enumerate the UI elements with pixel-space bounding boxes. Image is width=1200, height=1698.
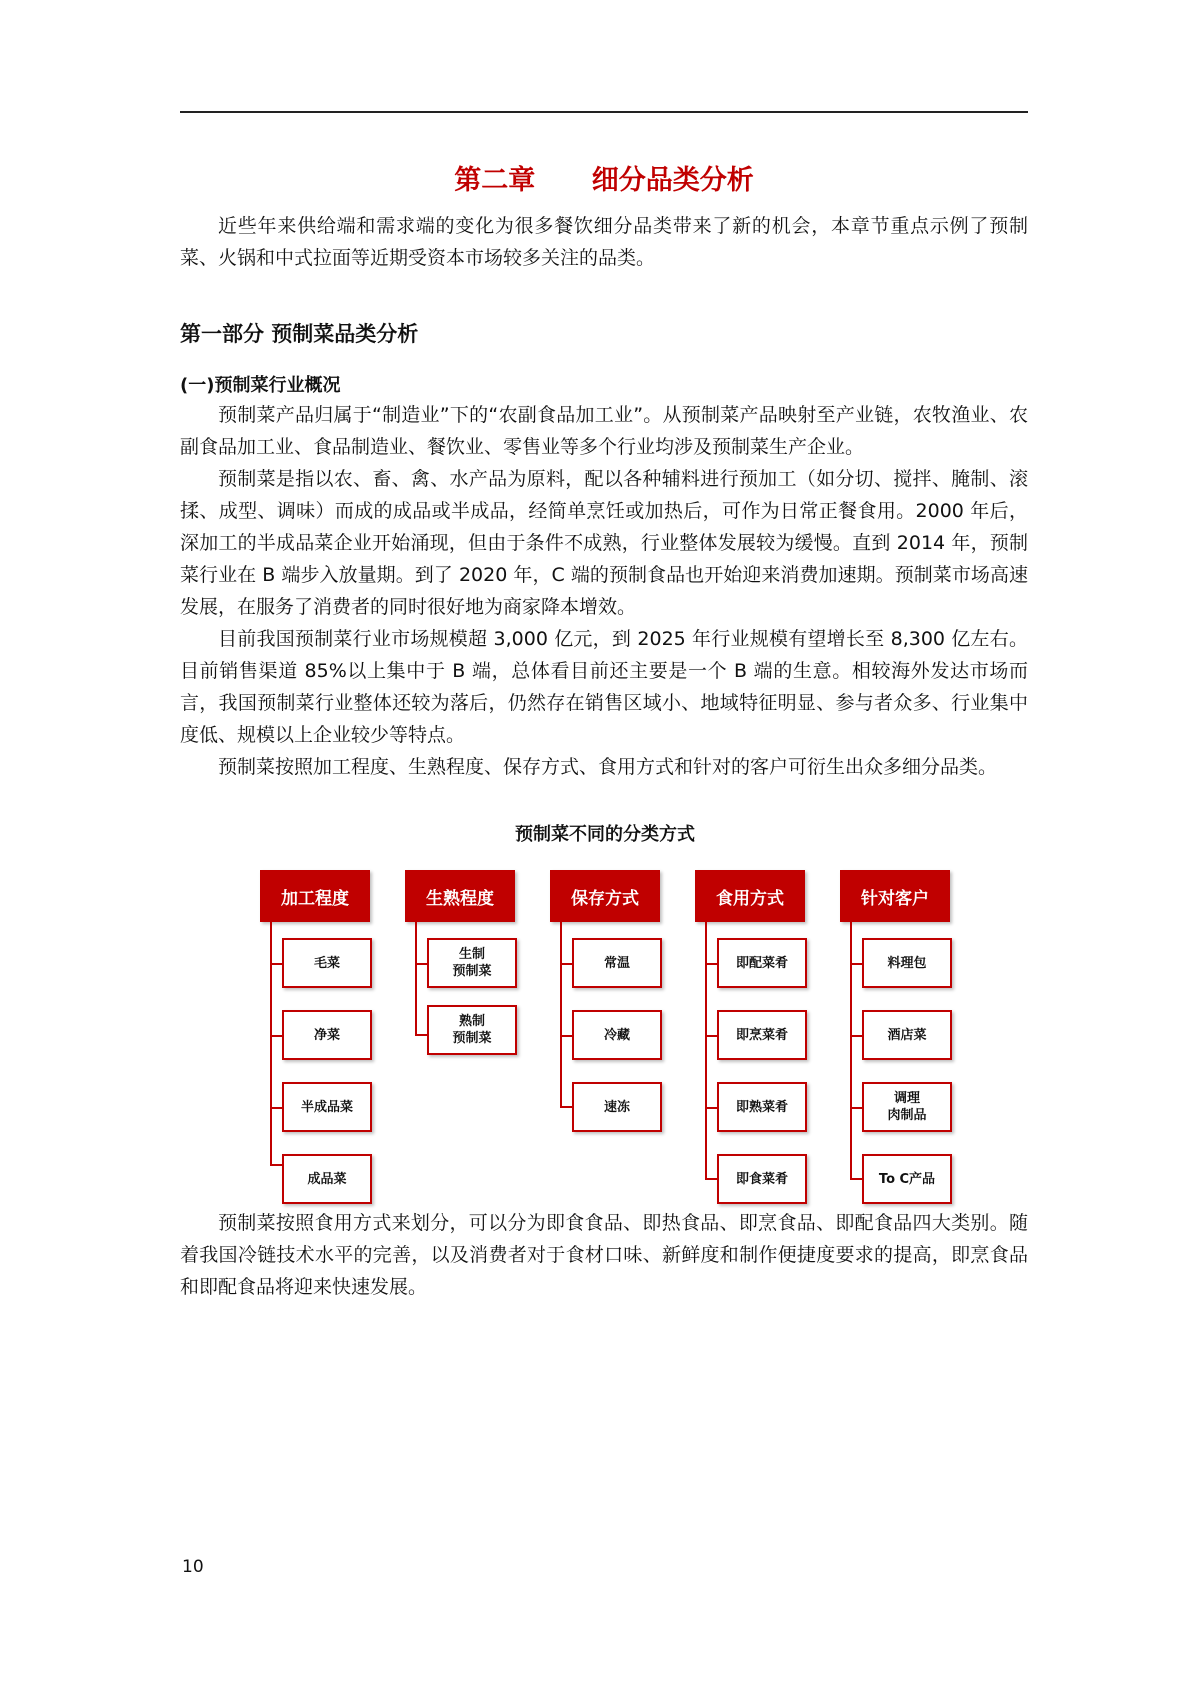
closing-block xyxy=(180,1207,1028,1303)
leaf-item: 速冻 xyxy=(572,1082,662,1132)
closing-paragraph: 预制菜按照食用方式来划分，可以分为即食食品、即热食品、即烹食品、即配食品四大类别。随着我国冷链技术水平的完善，以及消费者对于食材口味、新鲜度和制作便捷度要求的提高，即烹食品和即配食品将迎来快速发展。 xyxy=(180,1212,1028,1298)
leaf-item: 调理 肉制品 xyxy=(862,1082,952,1132)
paragraph-2: 预制菜是指以农、畜、禽、水产品为原料，配以各种辅料进行预加工（如分切、搅拌、腌制、滚揉、成型、调味）而成的成品或半成品，经简单烹饪或加热后，可作为日常正餐食用。2000 年后，深加工的半成品菜企业开始涌现，但由于条件不成熟，行业整体发展较为缓慢。直到 2014 年，预制菜行业在 B 端步入放量期。到了 2020 年，C 端的预制食品也开始迎来消费加速期。预制菜市场高速发展，在服务了消费者的同时很好地为商家降本增效。 xyxy=(180,468,1028,618)
paragraph-4: 预制菜按照加工程度、生熟程度、保存方式、食用方式和针对的客户可衍生出众多细分品类。 xyxy=(218,756,998,778)
leaf-item: 常温 xyxy=(572,938,662,988)
paragraph-3: 目前我国预制菜行业市场规模超 3,000 亿元，到 2025 年行业规模有望增长至 8,300 亿左右。目前销售渠道 85%以上集中于 B 端，总体看目前还主要是一个 B 端的生意。相较海外发达市场而言，我国预制菜行业整体还较为落后，仍然存在销售区域小、地域特征明显、参与者众多、行业集中度低、规模以上企业较少等特点。 xyxy=(180,628,1028,746)
body-text xyxy=(180,399,1028,783)
leaf-item: 冷藏 xyxy=(572,1010,662,1060)
category-header-storage: 保存方式 xyxy=(550,870,660,922)
category-spine xyxy=(560,922,562,1107)
intro-paragraph: 近些年来供给端和需求端的变化为很多餐饮细分品类带来了新的机会，本章节重点示例了预制菜、火锅和中式拉面等近期受资本市场较多关注的品类。 xyxy=(180,215,1028,269)
category-spine xyxy=(270,922,272,1165)
category-spine xyxy=(705,922,707,1179)
leaf-item: 料理包 xyxy=(862,938,952,988)
leaf-item: 即配菜肴 xyxy=(717,938,807,988)
leaf-item: 毛菜 xyxy=(282,938,372,988)
leaf-item: 净菜 xyxy=(282,1010,372,1060)
leaf-item: 即熟菜肴 xyxy=(717,1082,807,1132)
category-header-processing: 加工程度 xyxy=(260,870,370,922)
leaf-item: 半成品菜 xyxy=(282,1082,372,1132)
part-title: 第一部分 预制菜品类分析 xyxy=(180,322,419,346)
leaf-item: To C产品 xyxy=(862,1154,952,1204)
paragraph-1: 预制菜产品归属于“制造业”下的“农副食品加工业”。从预制菜产品映射至产业链，农牧渔业、农副食品加工业、食品制造业、餐饮业、零售业等多个行业均涉及预制菜生产企业。 xyxy=(180,404,1028,458)
category-header-consumption: 食用方式 xyxy=(695,870,805,922)
leaf-item: 即烹菜肴 xyxy=(717,1010,807,1060)
page-number: 10 xyxy=(182,1557,204,1577)
figure-title: 预制菜不同的分类方式 xyxy=(515,824,695,845)
section-title: (一)预制菜行业概况 xyxy=(180,375,341,396)
chapter-title: 第二章 细分品类分析 xyxy=(454,165,754,196)
classification-figure xyxy=(250,820,960,1206)
category-header-customer: 针对客户 xyxy=(840,870,950,922)
category-spine xyxy=(850,922,852,1179)
leaf-item: 成品菜 xyxy=(282,1154,372,1204)
leaf-item: 熟制 预制菜 xyxy=(427,1005,517,1055)
leaf-item: 酒店菜 xyxy=(862,1010,952,1060)
leaf-item: 即食菜肴 xyxy=(717,1154,807,1204)
category-header-doneness: 生熟程度 xyxy=(405,870,515,922)
leaf-item: 生制 预制菜 xyxy=(427,938,517,988)
header-rule xyxy=(180,111,1028,113)
category-spine xyxy=(415,922,417,1035)
intro-block xyxy=(180,210,1028,274)
